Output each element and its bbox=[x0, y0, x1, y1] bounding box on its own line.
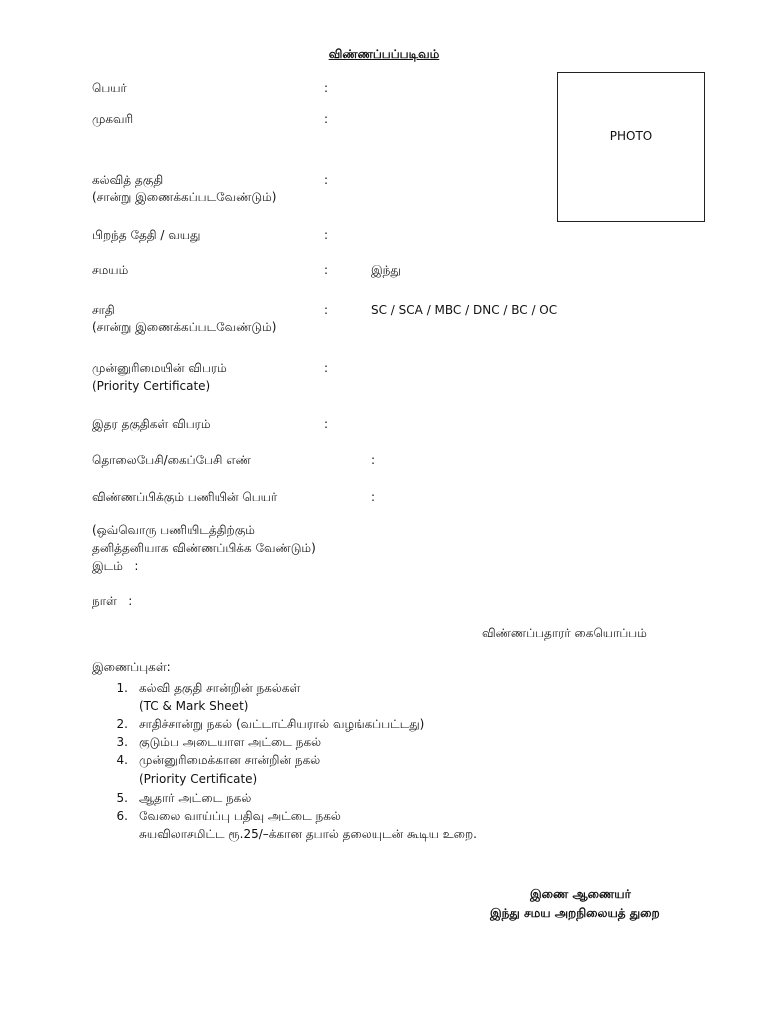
attachment-item: வேலை வாய்ப்பு பதிவு அட்டை நகல் bbox=[139, 809, 341, 823]
attachment-number: 2. bbox=[116, 717, 128, 731]
attachment-item: சாதிச்சான்று நகல் (வட்டாட்சியரால் வழங்கப்பட்டது) bbox=[139, 717, 425, 731]
footer-designation: இணை ஆணையர் bbox=[530, 887, 631, 901]
photo-label: PHOTO bbox=[609, 129, 653, 143]
field-religion-label: சமயம் bbox=[92, 263, 129, 277]
field-caste-label: சாதி bbox=[92, 303, 115, 317]
attachment-item-sub: (TC & Mark Sheet) bbox=[139, 699, 249, 713]
attachment-number: 5. bbox=[116, 791, 128, 805]
field-education-label: கல்வித் தகுதி bbox=[92, 173, 164, 187]
field-caste-sub: (சான்று இணைக்கப்படவேண்டும்) bbox=[92, 320, 277, 334]
attachment-item: குடும்ப அடையாள அட்டை நகல் bbox=[139, 735, 322, 749]
attachment-number: 3. bbox=[116, 735, 128, 749]
field-education-sub: (சான்று இணைக்கப்படவேண்டும்) bbox=[92, 190, 277, 204]
field-priority-label: முன்னுரிமையின் விபரம் bbox=[92, 361, 227, 375]
attachment-number: 1. bbox=[116, 681, 128, 695]
field-religion-colon: : bbox=[324, 263, 329, 277]
field-address-label: முகவரி bbox=[92, 112, 134, 126]
field-phone-colon: : bbox=[371, 453, 376, 467]
field-name-colon: : bbox=[324, 81, 329, 95]
attachment-item: ஆதார் அட்டை நகல் bbox=[139, 791, 252, 805]
field-phone-label: தொலைபேசி/கைப்பேசி எண் bbox=[92, 453, 251, 467]
attachment-number: 6. bbox=[116, 809, 128, 823]
field-dob-label: பிறந்த தேதி / வயது bbox=[92, 228, 201, 242]
note-line-2: தனித்தனியாக விண்ணப்பிக்க வேண்டும்) bbox=[92, 541, 316, 555]
place-label: இடம் : bbox=[92, 559, 139, 573]
date-label: நாள் : bbox=[92, 594, 133, 608]
note-line-1: (ஒவ்வொரு பணியிடத்திற்கும் bbox=[92, 523, 255, 537]
page-title: விண்ணப்பப்படிவம் bbox=[328, 47, 440, 61]
field-religion-value: இந்து bbox=[371, 263, 401, 277]
field-post-colon: : bbox=[371, 490, 376, 504]
attachment-item-sub: சுயவிலாசமிட்ட ரூ.25/–க்கான தபால் தலையுடன் கூடிய உறை. bbox=[139, 827, 477, 841]
field-other-qualifications-colon: : bbox=[324, 417, 329, 431]
field-caste-colon: : bbox=[324, 303, 329, 317]
field-education-colon: : bbox=[324, 173, 329, 187]
attachment-item: முன்னுரிமைக்கான சான்றின் நகல் bbox=[139, 753, 321, 767]
field-caste-value: SC / SCA / MBC / DNC / BC / OC bbox=[371, 303, 558, 317]
field-post-label: விண்ணப்பிக்கும் பணியின் பெயர் bbox=[92, 490, 278, 504]
attachments-heading: இணைப்புகள்: bbox=[92, 660, 171, 674]
applicant-signature-label: விண்ணப்பதாரர் கையொப்பம் bbox=[482, 626, 647, 640]
field-priority-colon: : bbox=[324, 361, 329, 375]
attachment-item-sub: (Priority Certificate) bbox=[139, 772, 258, 786]
attachment-item: கல்வி தகுதி சான்றின் நகல்கள் bbox=[139, 681, 301, 695]
field-name-label: பெயர் bbox=[92, 81, 127, 95]
photo-box bbox=[557, 72, 705, 222]
field-dob-colon: : bbox=[324, 228, 329, 242]
attachment-number: 4. bbox=[116, 753, 128, 767]
field-other-qualifications-label: இதர தகுதிகள் விபரம் bbox=[92, 417, 211, 431]
field-address-colon: : bbox=[324, 112, 329, 126]
footer-department: இந்து சமய அறநிலையத் துறை bbox=[490, 906, 660, 920]
field-priority-sub: (Priority Certificate) bbox=[92, 379, 211, 393]
